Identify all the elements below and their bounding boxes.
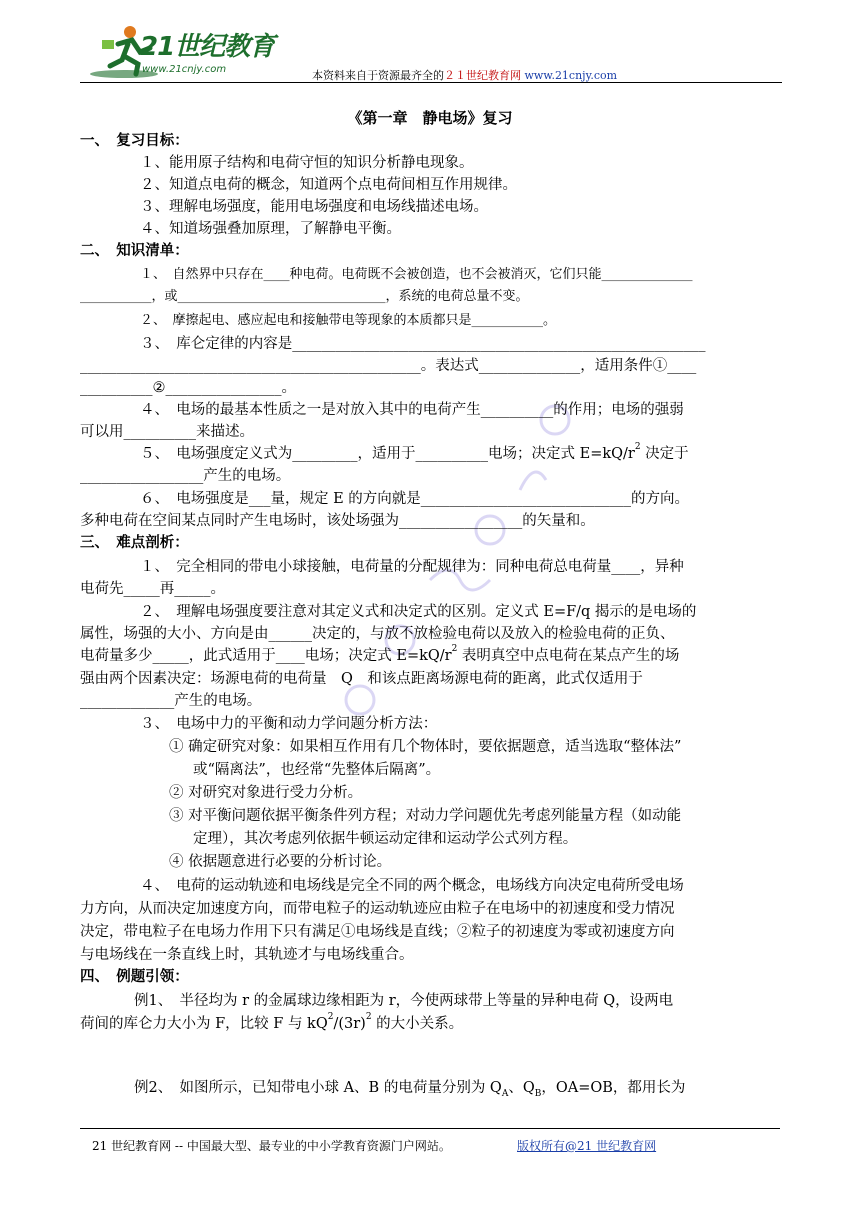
section-heading-difficulties: 三、 难点剖析：: [80, 534, 189, 551]
text-span: 、Q: [508, 1080, 535, 1096]
text-span: 表明真空中点电荷在某点产生的场: [457, 648, 680, 664]
difficulty-item-cont: 强由两个因素决定：场源电荷的电荷量 Q 和该点距离场源电荷的距离，此式仅适用于: [80, 671, 643, 687]
example-2: [134, 1077, 780, 1101]
superscript: 2: [634, 442, 641, 452]
difficulty-item-cont: 决定，带电粒子在电场力作用下只有满足①电场线是直线；②粒子的初速度为零或初速度方向: [80, 924, 675, 940]
header-note-url[interactable]: www.21cnjy.com: [524, 69, 618, 82]
subscript: B: [534, 1089, 542, 1099]
text-span: ５、 电场强度定义式为_________，适用于__________电场；决定式 E=kQ/r: [140, 446, 635, 462]
difficulty-item: ４、 电荷的运动轨迹和电场线是完全不同的两个概念，电场线方向决定电荷所受电场: [140, 878, 684, 894]
superscript: 2: [365, 1012, 372, 1022]
knowledge-item: ３、 库仑定律的内容是_________________________________________________________: [140, 336, 706, 352]
knowledge-item: １、 自然界中只存在____种电荷。电荷既不会被创造，也不会被消灭，它们只能______________: [140, 267, 693, 282]
method-step-cont: 定理），其次考虑列依据牛顿运动定律和运动学公式列方程。: [193, 831, 578, 847]
knowledge-item: ２、 摩擦起电、感应起电和接触带电等现象的本质都只是___________。: [140, 313, 557, 328]
knowledge-item-cont: 多种电荷在空间某点同时产生电场时，该处场强为_________________的矢量和。: [80, 513, 595, 529]
knowledge-item-cont: _______________________________________________。表达式______________，适用条件①____: [80, 358, 697, 374]
difficulty-item-cont: 与电场线在一条直线上时，其轨迹才与电场线重合。: [80, 947, 414, 963]
goal-item: ４、知道场强叠加原理，了解静电平衡。: [140, 221, 401, 237]
method-step: ③ 对平衡问题依据平衡条件列方程；对动力学问题优先考虑列能量方程（如动能: [169, 808, 682, 824]
difficulty-item-cont: 电荷先_____再_____。: [80, 581, 225, 597]
knowledge-item: ４、 电场的最基本性质之一是对放入其中的电荷产生__________的作用；电场的强弱: [140, 402, 684, 418]
knowledge-item: ６、 电场强度是___量，规定 E 的方向就是_____________________________的方向。: [140, 491, 690, 507]
section-heading-knowledge: 二、 知识清单：: [80, 242, 189, 259]
page-title: 《第一章 静电场》复习: [347, 109, 513, 127]
header-divider: [80, 82, 782, 83]
difficulty-item: ３、 电场中力的平衡和动力学问题分析方法：: [140, 716, 438, 732]
text-span: 电荷量多少_____，此式适用于____电场；决定式 E=kQ/r: [80, 648, 452, 664]
section-heading-goals: 一、 复习目标：: [80, 132, 189, 149]
text-span: 例2、 如图所示，已知带电小球 A、B 的电荷量分别为 Q: [134, 1080, 502, 1096]
text-span: /(3r): [333, 1016, 366, 1032]
method-step-cont: 或“隔离法”，也经常“先整体后隔离”。: [193, 762, 441, 778]
method-step: ① 确定研究对象：如果相互作用有几个物体时，要依据题意，适当选取“整体法”: [169, 739, 682, 755]
method-step: ④ 依据题意进行必要的分析讨论。: [169, 854, 392, 870]
text-span: 的大小关系。: [371, 1016, 464, 1032]
difficulty-item-cont: [80, 645, 780, 667]
example-1-cont: [80, 1013, 780, 1035]
knowledge-item-cont: 可以用__________来描述。: [80, 424, 254, 440]
footer-text: 21 世纪教育网 -- 中国最大型、最专业的中小学教育资源门户网站。: [92, 1139, 451, 1153]
logo-text: 21世纪教育: [140, 32, 275, 62]
difficulty-item-cont: _____________产生的电场。: [80, 693, 262, 709]
goal-item: ３、理解电场强度，能用电场强度和电场线描述电场。: [140, 199, 488, 215]
text-span: 决定于: [640, 446, 689, 462]
header-note-site: ２１世纪教育网: [444, 69, 521, 82]
header-note: [312, 67, 617, 83]
knowledge-item: [140, 443, 780, 465]
superscript: 2: [451, 644, 458, 654]
section-heading-examples: 四、 例题引领：: [80, 968, 189, 985]
text-span: ，OA=OB，都用长为: [541, 1080, 686, 1096]
difficulty-item-cont: 力方向，从而决定加速度方向，而带电粒子的运动轨迹应由粒子在电场中的初速度和受力情况: [80, 901, 675, 917]
method-step: ② 对研究对象进行受力分析。: [169, 785, 363, 801]
goal-item: １、能用原子结构和电荷守恒的知识分析静电现象。: [140, 155, 474, 171]
knowledge-item-cont: _________________产生的电场。: [80, 468, 291, 484]
text-span: 荷间的库仑力大小为 F，比较 F 与 kQ: [80, 1016, 328, 1032]
subscript: A: [501, 1089, 509, 1099]
knowledge-item-cont: __________②________________。: [80, 380, 296, 396]
difficulty-item: ２、 理解电场强度要注意对其定义式和决定式的区别。定义式 E=F/q 揭示的是电场的: [140, 604, 697, 620]
footer-divider: [80, 1128, 780, 1129]
difficulty-item: １、 完全相同的带电小球接触，电荷量的分配规律为：同种电荷总电荷量____，异种: [140, 559, 684, 575]
superscript: 2: [327, 1012, 334, 1022]
example-1: 例1、 半径均为 r 的金属球边缘相距为 r，今使两球带上等量的异种电荷 Q，设两电: [134, 993, 674, 1009]
knowledge-item-cont: ___________，或________________________________，系统的电荷总量不变。: [80, 289, 529, 304]
logo-url: www.21cnjy.com: [142, 64, 227, 75]
difficulty-item-cont: 属性，场强的大小、方向是由______决定的，与放不放检验电荷以及放入的检验电荷的正负、: [80, 626, 675, 642]
header-note-prefix: 本资料来自于资源最齐全的: [312, 69, 444, 82]
footer-copyright-link[interactable]: 版权所有@21 世纪教育网: [517, 1139, 657, 1153]
goal-item: ２、知道点电荷的概念，知道两个点电荷间相互作用规律。: [140, 177, 517, 193]
